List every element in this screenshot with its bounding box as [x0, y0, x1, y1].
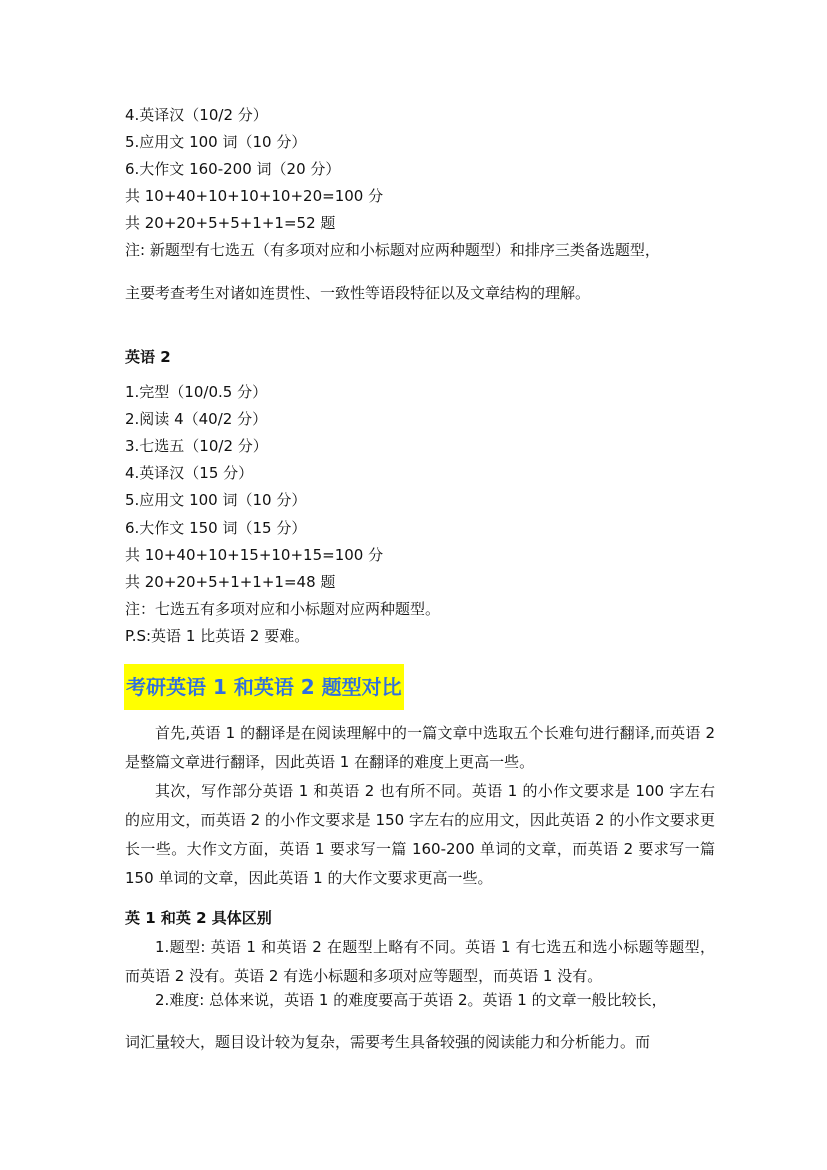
comparison-paragraph-2: 其次，写作部分英语 1 和英语 2 也有所不同。英语 1 的小作文要求是 100 字左右的应用文，而英语 2 的小作文要求是 150 字左右的应用文，因此英语 2 的小作文要求更长一些。大作文方面，英语 1 要求写一篇 160-200 单词的文章，而英语 2 要求写一篇 150 单词的文章，因此英语 1 的大作文要求更高一些。 [125, 782, 715, 887]
english2-item-2: 2.阅读 4（40/2 分） [125, 410, 268, 428]
english2-item-4: 4.英译汉（15 分） [125, 464, 254, 482]
english2-ps: P.S:英语 1 比英语 2 要难。 [125, 627, 310, 645]
differences-paragraph-1: 1.题型: 英语 1 和英语 2 在题型上略有不同。英语 1 有七选五和选小标题等题型，而英语 2 没有。英语 2 有选小标题和多项对应等题型，而英语 1 没有。 [125, 938, 715, 985]
english2-score-total: 共 10+40+10+15+10+15=100 分 [125, 546, 384, 564]
english1-question-total: 共 20+20+5+5+1+1=52 题 [125, 214, 336, 232]
english2-item-6: 6.大作文 150 词（15 分） [125, 519, 307, 537]
differences-paragraph-2-line2: 词汇量较大，题目设计较为复杂，需要考生具备较强的阅读能力和分析能力。而 [125, 1033, 651, 1051]
differences-paragraph-2-line1: 2.难度: 总体来说，英语 1 的难度要高于英语 2。英语 1 的文章一般比较长， [155, 991, 667, 1009]
english2-heading: 英语 2 [125, 348, 171, 366]
english1-note-line1: 注: 新题型有七选五（有多项对应和小标题对应两种题型）和排序三类备选题型， [125, 241, 660, 259]
differences-heading: 英 1 和英 2 具体区别 [125, 909, 272, 927]
comparison-heading: 考研英语 1 和英语 2 题型对比 [124, 664, 404, 710]
english2-item-5: 5.应用文 100 词（10 分） [125, 491, 307, 509]
comparison-paragraph-1: 首先,英语 1 的翻译是在阅读理解中的一篇文章中选取五个长难句进行翻译,而英语 2 是整篇文章进行翻译，因此英语 1 在翻译的难度上更高一些。 [125, 724, 715, 771]
english1-item-6: 6.大作文 160-200 词（20 分） [125, 160, 341, 178]
english1-score-total: 共 10+40+10+10+10+20=100 分 [125, 187, 384, 205]
english2-item-1: 1.完型（10/0.5 分） [125, 383, 268, 401]
english2-item-3: 3.七选五（10/2 分） [125, 437, 268, 455]
english1-item-5: 5.应用文 100 词（10 分） [125, 133, 307, 151]
english2-question-total: 共 20+20+5+1+1+1=48 题 [125, 573, 336, 591]
english1-note-line2: 主要考查考生对诸如连贯性、一致性等语段特征以及文章结构的理解。 [125, 284, 591, 302]
english2-note: 注：七选五有多项对应和小标题对应两种题型。 [125, 600, 441, 618]
english1-item-4: 4.英译汉（10/2 分） [125, 106, 268, 124]
